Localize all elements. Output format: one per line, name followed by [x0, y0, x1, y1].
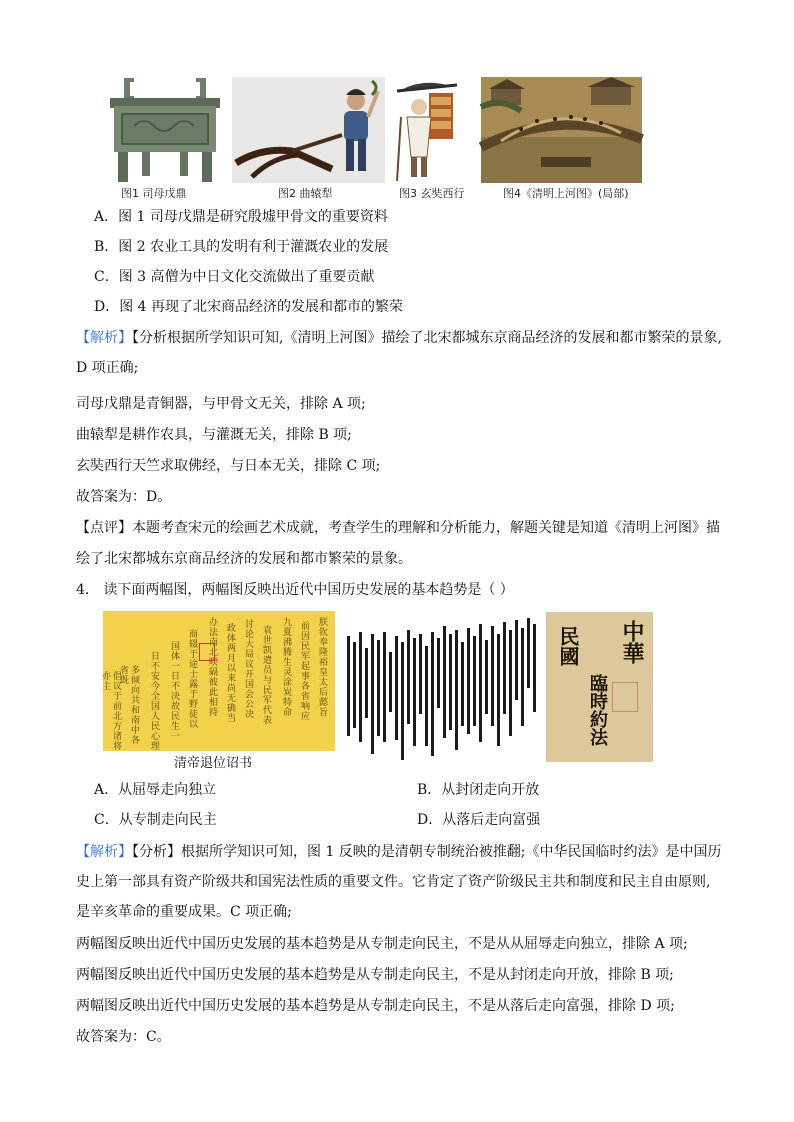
q4-analysis-line7: 故答案为：C。: [76, 1029, 171, 1045]
q4-stem: 4． 读下面两幅图，两幅图反映出近代中国历史发展的基本趋势是（ ）: [76, 582, 514, 598]
q3-analysis-line1: 【解析】【分析根据所学知识可知,《清明上河图》描绘了北宋都城东京商品经济的发展和都市繁荣的景象,: [76, 330, 722, 346]
q3-analysis-line4: 曲辕犁是耕作农具，与灌溉无关，排除 B 项;: [76, 427, 352, 443]
q3-option-c: C．图 3 高僧为中日文化交流做出了重要贡献: [94, 269, 375, 285]
q4-analysis-line1: 【解析】【分析】根据所学知识可知，图 1 反映的是清朝专制统治被推翻;《中华民国临时约法》是中国历: [76, 844, 722, 860]
q4-analysis-line3: 是辛亥革命的重要成果。C 项正确;: [76, 904, 292, 920]
q3-analysis-line5: 玄奘西行天竺求取佛经，与日本无关，排除 C 项;: [76, 458, 381, 474]
q4-analysis-line2: 史上第一部具有资产阶级共和国宪法性质的重要文件。它肯定了资产阶级民主共和制度和民主自由原则,: [76, 874, 711, 890]
fig2-caption: 图2 曲辕犁: [278, 187, 333, 200]
fig3-caption: 图3 玄奘西行: [399, 187, 465, 200]
stamp-icon: [612, 682, 638, 712]
q3-option-a: A．图 1 司母戊鼎是研究殷墟甲骨文的重要资料: [94, 209, 388, 225]
q3-comment-line2: 绘了北宋都城东京商品经济的发展和都市繁荣的景象。: [76, 551, 412, 567]
analysis-tag: 【解析】: [76, 844, 132, 860]
figure-abdication-edict: 朕钦奉隆裕皇太后懿旨 前因民军起事各省响应 九夏沸腾生灵涂炭特命 袁世凯遣员与民军代表 讨论大局议开国会公决 政体两月以来尚无确当 办法南北暌隔彼此相持 商辍于途士露于野徒以 国体一日不决故民生一 日不安今全国人民心理 多倾向共和南中各省既 倡议于前北方诸将亦主: [103, 611, 335, 751]
cover-title-left: 民國: [556, 626, 580, 666]
comment-tag: 【点评】: [76, 520, 132, 536]
figure-curved-plough: [232, 77, 385, 183]
analysis-subtag: 【分析】: [132, 844, 181, 860]
q3-option-d: D．图 4 再现了北宋商品经济的发展和都市的繁荣: [94, 299, 404, 315]
q4-analysis-line4: 两幅图反映出近代中国历史发展的基本趋势是从专制走向民主，不是从从屈辱走向独立，排除 A 项;: [76, 936, 688, 952]
q4-option-a: A．从屈辱走向独立: [94, 782, 217, 798]
cover-title-right: 中華: [619, 620, 645, 664]
q3-option-b: B．图 2 农业工具的发明有利于灌溉农业的发展: [94, 239, 389, 255]
figure-qingming-scroll: [481, 77, 642, 183]
q3-analysis-line3: 司母戊鼎是青铜器，与甲骨文无关，排除 A 项;: [76, 396, 366, 412]
text-columns-icon: [343, 612, 541, 762]
q4-option-c: C．从专制走向民主: [94, 812, 217, 828]
cover-title-sub: 臨時約法: [587, 674, 608, 746]
q4-option-d: D．从落后走向富强: [417, 812, 541, 828]
fig1-caption: 图1 司母戊鼎: [121, 187, 187, 200]
fig4-caption: 图4《清明上河图》(局部): [503, 187, 629, 200]
red-seal-icon: [199, 643, 215, 661]
figure-xuanzang: [393, 77, 461, 183]
q4-option-b: B．从封闭走向开放: [417, 782, 540, 798]
analysis-tag: 【解析】: [76, 330, 132, 346]
edict-caption: 清帝退位诏书: [174, 756, 253, 771]
q3-comment-line1: 【点评】本题考查宋元的绘画艺术成就，考查学生的理解和分析能力，解题关键是知道《清明上河图》描: [76, 520, 720, 536]
q3-analysis-line6: 故答案为：D。: [76, 489, 172, 505]
q4-analysis-line6: 两幅图反映出近代中国历史发展的基本趋势是从专制走向民主，不是从落后走向富强，排除 D 项;: [76, 998, 675, 1014]
q3-analysis-line2: D 项正确;: [76, 360, 139, 376]
figure-provisional-constitution-cover: [546, 612, 653, 762]
q4-analysis-line5: 两幅图反映出近代中国历史发展的基本趋势是从专制走向民主，不是从封闭走向开放，排除 B 项;: [76, 967, 674, 983]
figure-simuwu-ding: [104, 76, 226, 184]
figure-constitution-text: [343, 612, 541, 762]
